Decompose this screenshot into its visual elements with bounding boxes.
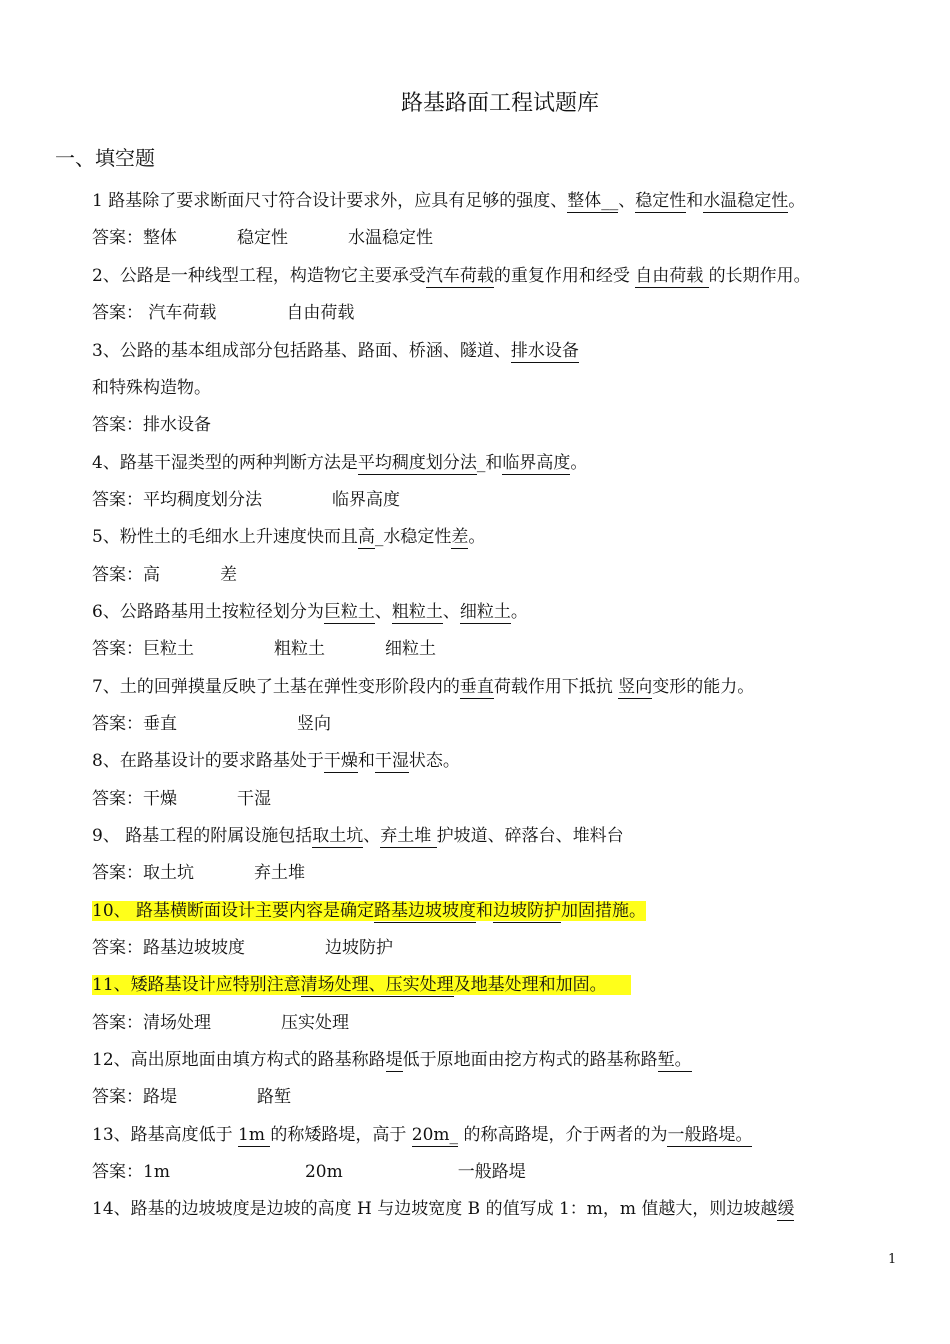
question-9: 9、 路基工程的附属设施包括取土坑、弃土堆 护坡道、碎落台、堆料台: [92, 826, 624, 846]
question-13: 13、路基高度低于 1m 的称矮路堤，高于 20m_ 的称高路堤，介于两者的为一般路堤。: [92, 1125, 753, 1145]
question-4: 4、路基干湿类型的两种判断方法是平均稠度划分法_和临界高度。: [92, 453, 588, 473]
document-title: 路基路面工程试题库: [400, 91, 599, 116]
question-2: 2、公路是一种线型工程，构造物它主要承受汽车荷载的重复作用和经受 自由荷载 的长期作用。: [92, 266, 811, 286]
question-7: 7、土的回弹摸量反映了土基在弹性变形阶段内的垂直荷载作用下抵抗 竖向变形的能力。: [92, 677, 755, 697]
answer-13: 答案：1m 20m 一般路堤: [92, 1162, 526, 1182]
page-number: 1: [888, 1252, 897, 1267]
answer-7: 答案：垂直 竖向: [92, 714, 331, 734]
answer-8: 答案：干燥 干湿: [92, 789, 271, 809]
highlight: 11、矮路基设计应特别注意清场处理、压实处理及地基处理和加固。: [92, 975, 631, 995]
section-heading: 一、填空题: [55, 146, 155, 170]
answer-11: 答案：清场处理 压实处理: [92, 1013, 349, 1033]
question-3-cont: 和特殊构造物。: [92, 378, 211, 398]
answer-12: 答案：路堤 路堑: [92, 1087, 291, 1107]
answer-10: 答案：路基边坡坡度 边坡防护: [92, 938, 393, 958]
question-8: 8、在路基设计的要求路基处于干燥和干湿状态。: [92, 751, 460, 771]
question-14: 14、路基的边坡坡度是边坡的高度 H 与边坡宽度 B 的值写成 1：m，m 值越大，则边坡越缓: [92, 1199, 795, 1219]
question-5: 5、粉性土的毛细水上升速度快而且高_水稳定性差。: [92, 527, 486, 547]
question-11: [92, 973, 631, 997]
answer-1: 答案：整体 稳定性 水温稳定性: [92, 228, 433, 248]
answer-4: 答案：平均稠度划分法 临界高度: [92, 490, 400, 510]
answer-9: 答案：取土坑 弃土堆: [92, 863, 305, 883]
answer-3: 答案：排水设备: [92, 415, 211, 435]
question-3: 3、公路的基本组成部分包括路基、路面、桥涵、隧道、排水设备: [92, 341, 579, 361]
question-1: 1 路基除了要求断面尺寸符合设计要求外，应具有足够的强度、整体__、稳定性和水温稳定性。: [92, 191, 806, 211]
question-12: 12、高出原地面由填方构式的路基称路堤低于原地面由挖方构式的路基称路堑。: [92, 1050, 692, 1070]
answer-2: 答案： 汽车荷载 自由荷载: [92, 303, 355, 323]
answer-5: 答案：高 差: [92, 565, 237, 585]
highlight: 10、 路基横断面设计主要内容是确定路基边坡坡度和边坡防护加固措施。: [92, 901, 647, 921]
answer-6: 答案：巨粒土 粗粒土 细粒土: [92, 639, 436, 659]
question-6: 6、公路路基用土按粒径划分为巨粒土、粗粒土、细粒土。: [92, 602, 528, 622]
question-10: [92, 899, 646, 923]
